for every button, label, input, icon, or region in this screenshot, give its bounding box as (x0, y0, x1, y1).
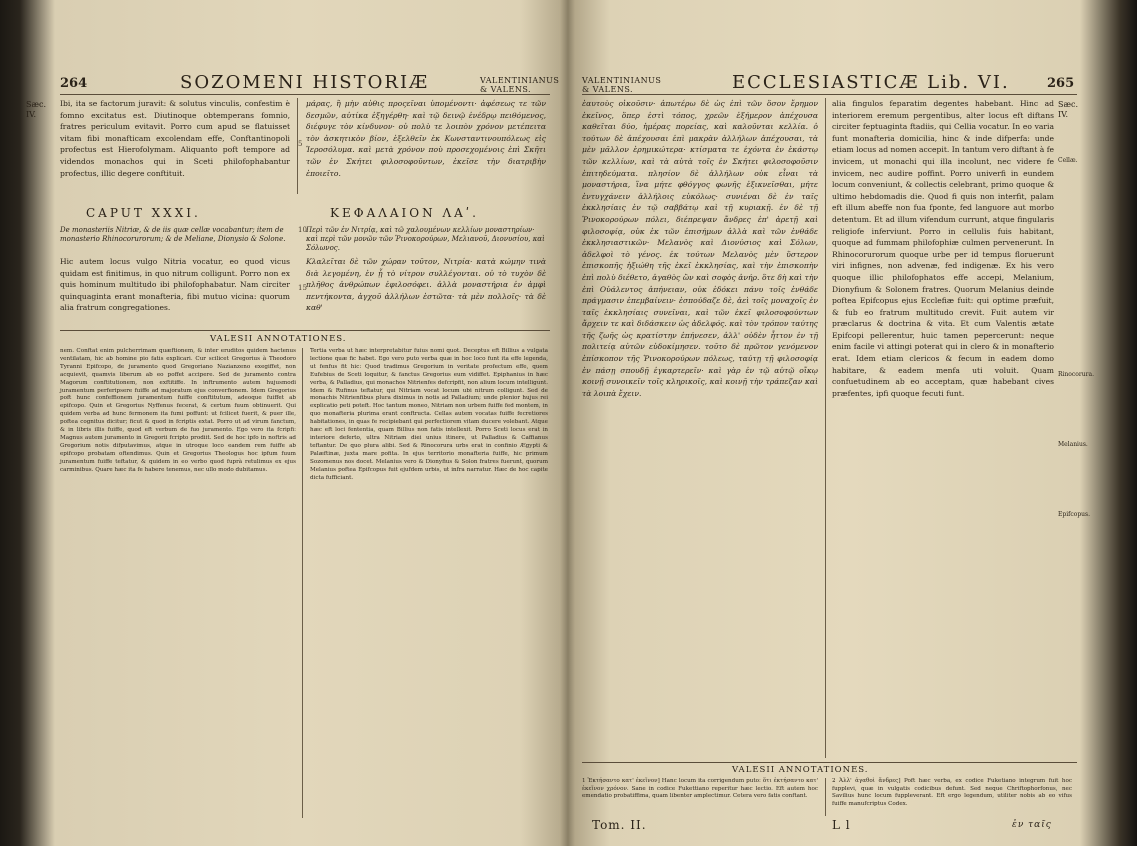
right-catchword: ἐν ταῖς (1012, 820, 1052, 830)
right-head-rule (582, 94, 1077, 95)
left-greek-ch31: Κλαλεῖται δὲ τῶν χώραν τοῦτον, Νιτρία· κατὰ κώμην τινὰ διὰ λεγομένη, ἐν ᾗ τὸ νίτρον συλλέγονται. οὐ τὸ τυχὸν δὲ πλῆθος ἀνθρώπων ἐφιλοσόφει. ἀλλὰ μοναστήρια ἐν ἀμφὶ πεντήκοντα, ἀγχοῦ ἀλλήλων ἑστῶτα· τὰ μὲν πολλοῖς· τὰ δὲ καθ' (306, 257, 546, 313)
right-running-sub-2: & VALENS. (582, 85, 634, 94)
right-running-sub-1: VALENTINIANUS (582, 76, 662, 85)
line-mark-10: 10 (298, 226, 307, 234)
left-greek-intro: μάρας, ἢ μὴν αὐθις προςεῖναι ὑπομένοντι· ἀφέσεως τε τῶν δεσμῶν, αὐτίκα ἐξηγέρθη· καὶ τῷ δεινῷ ἐνέδρῳ πειθόμενος, διέφυγε τὸν κίνδυνον· οὐ πολὺ τε λοιπὸν χρόνον μετέπειτα τὸν ἀσκητικὸν βίον, ἐξελθεῖν ἐκ Κωνσταντινουπόλεως εἰς Ἱεροσόλυμα. καὶ μετὰ χρόνον ποὺ προσεχομένοις ἐπὶ Σκῆτι τῶν ἐν Σκήτει φιλοσοφοῦντων, ἐκεῖσε τὴν διατριβὴν ἐποιεῖτο. (306, 99, 546, 178)
left-margin-era (26, 100, 46, 120)
right-footer-signature: L l (832, 818, 851, 832)
right-margin-note-4: Epifcopus. (1058, 511, 1091, 518)
right-running-title: ECCLESIASTICÆ Lib. VI. (732, 72, 1010, 93)
left-latin-intro: Ibi, ita se factorum juravit: & solutus vinculis, confestim è fomno excitatus est. Diutinoque obtemperans fomnio, fratres periculum evitavit. Porro cum apud se flatuisset vitam fibi monafticam excolendam effe, Conftantinopoli profectus est Hierofolymam. Aliquanto poft tempore ad videndos monachos qui in Sceti philofophabantur profectus, illic degere conftituit. (60, 99, 290, 178)
right-margin-era (1058, 100, 1078, 120)
right-running-sub (582, 76, 661, 94)
right-margin-era-label: Sæc. (1058, 100, 1079, 109)
right-notes-divider (825, 778, 826, 816)
chapter-desc-latin: De monasteriis Nitriæ, & de iis quæ cellæ vocabantur; item de monasterio Rhinocorurorum; & de Meliane, Dionysio & Solone. (60, 226, 286, 243)
left-running-sub (480, 76, 559, 94)
right-greek-text: ἑαυτοὺς οἰκοῦσιν· ἀπωτέρω δὲ ὡς ἐπὶ τῶν ὅσον ἔρημον ἐκεῖνος, ὅπερ ἐστὶ τόπος, χρεῶν ἐξήμερον ἀπέχουσα καθεῖται δύο, ἡμέρας πορείας, καὶ καλοῦνται κελλία. ὀ τούτων δὲ ἀπέχουσαι ἐπὶ μακρὰν ἀλλήλων ἀπέχουσαι, τὰ μὲν μᾶλλον ἐρημικώτερα· κτίσματα τε ἐχόντα ἐν ἑκάστῳ τῶν κελλίων, καὶ τὰ αὐτὰ τοῖς ἐν Σκήτει φιλοσοφοῦσιν ἐπιτηδεύματα. πλησίον δὲ ἀλλήλων οὐκ εἶναι τὰ μοναστήρια, ἵνα μήτε φθόγγος φωνῆς ἐξικνεῖσθαι, μήτε ἐντυγχάνειν ἀλλήλοις εὐκόλως· συνιέναι δὲ ἐν ταῖς ἐκκλησίαις ἐν τῷ σαββάτῳ καὶ τῇ κυριακῇ. ἐν δὲ τῇ Ῥινοκορούρων πόλει, διέπρεψαν ἄνδρες ἐπ' ἀρετῇ καὶ φιλοσοφίᾳ, οὐκ ἐκ τῶν ἐπισήμων ἀλλὰ καὶ τῶν ἐνθάδε ἐκκλησιαστικῶν· Μελανὸς καὶ Διονύσιος καὶ Σόλων, ἀδελφοὶ τὸ γένος. ἐκ τούτων Μελανὸς μὲν ὕστερον ἐπισκοπῆς ἡξιώθη τῆς ἐκεῖ ἐκκλησίας, καὶ τὴν ἐπισκοπὴν ἐπὶ πολὺ διέθετο, ἀγαθὸς ὢν καὶ σοφὸς ἀνήρ. ὅτε δὴ καὶ τὴν ἐπὶ Οὐάλεντος ἀπήνειαν, οὐκ ἐδόκει πάνυ τοῖς ἐνθάδε πράγμασιν ἐπεμβαίνειν· ἐσπούδαζε δὲ, ἀεὶ τοῖς μοναχοῖς ἐν ταῖς ἐκκλησίαις συνεῖναι, καὶ τῶν ἐκεῖ φιλοσοφούντων ἄρχειν τε καὶ διδάσκειν ὡς ἀδελφός. καὶ τὸν τρόπον ταύτης τῆς ζωῆς ὡς κρατίστην ἐπήνεσεν, ἀλλ' οὐδὲν ἧττον ἐν τῇ πολιτείᾳ αὐτῶν εὐδοκίμησεν. τοῦτο δὲ πρῶτον γενόμενον ἐπίσκοπον τῆς Ῥινοκορούρων πόλεως, ταύτῃ τῇ φιλοσοφίᾳ ἐν πάσῃ σπουδῇ ἐγκαρτερεῖν· καὶ γὰρ ἐν τῷ αὐτῷ οἴκῳ κοινῇ συνοικεῖν τοῖς κληρικοῖς, καὶ κοινῇ τὴν τράπεζαν καὶ τὰ λοιπὰ ἔχειν. (582, 99, 818, 398)
left-margin-era-num: IV. (26, 110, 37, 119)
right-page-number: 265 (1047, 76, 1075, 91)
left-notes-divider (302, 348, 303, 818)
right-notes-rule (582, 762, 1077, 763)
chapter-desc-greek: Περὶ τῶν ἐν Νιτρίᾳ, καὶ τῶ χαλουμένων κελλίων μοναστηρίων· καὶ περὶ τῶν μονῶν τῶν Ῥινοκορούρων, Μελιανοῦ, Διονυσίου, καὶ Σόλωνος. (306, 226, 545, 252)
left-latin-ch31-text: Hic autem locus vulgo Nitria vocatur, eo quod vicus quidam est finitimus, in quo nitrum colligunt. Porro non ex quis hominum multitudo ibi philofophabatur. Nam circiter quinquaginta erant monafteria, fibi mutuo vicina: quorum alia fratrum congregationes. (60, 257, 290, 313)
right-margin-era-num: IV. (1058, 110, 1069, 119)
right-margin-note-2: Rinocorura. (1058, 371, 1094, 378)
chapter-head-greek: ΚΕΦΑΛΑΙΟΝ ΛΑʹ. (330, 206, 479, 220)
left-running-sub-2: & VALENS. (480, 85, 532, 94)
right-page (582, 60, 1094, 840)
right-notes-head: VALESII ANNOTATIONES. (732, 765, 869, 775)
left-margin-era-label: Sæc. (26, 100, 47, 109)
left-notes-head: VALESII ANNOTATIONES. (210, 334, 347, 344)
right-main-divider (825, 98, 826, 758)
right-latin-text: alia fingulos feparatim degentes habebant. Hinc ad interiorem eremum pergentibus, alter locus eft diftans circiter feptuaginta ftadiis, qui Cellia vocatur. In eo varia funt monafteria domicilia, hinc & inde difperfa: unde etiam locus ad nomen accepit. In tantum vero diftant à fe invicem, ut monachi qui illa incolunt, nec videre fe invicem, nec audire poffint. Porro univerfi in eundem locum conveniunt, & collectis celebrant, primo quoque & ultimo hebdomadis die. Quod fi quis non interfit, palam eft illum abeffe non fua fponte, fed languore aut morbo detentum. Et ad illum vifendum currunt, atque fingularis religiofe inferviunt. Porro in cellulis fuis habitant, quoque ad fummam philofophiæ culmen pervenerunt. In Rhinocorurorum quoque urbe per id tempus floruerunt viri infignes, non advenæ, fed indigenæ. Ex his vero quoque illic philofophatos effe accepi, Melanium, Dionyfium & Solonem fratres. Quorum Melanius deinde poftea Epifcopus ejus Ecclefiæ fuit: qui optime præfuit, & fub eo fratrum multitudo crevit. Fuit autem vir præclarus & doctrina & vita. Et cum Valentis ætate Epifcopi pellerentur, huic tamen pepercerunt: neque enim facile vi attingi poterat qui in clero & in monafterio erat. Idem etiam clericos & fecum in eadem domo habitare, & eadem menfa uti voluit. Quam confuetudinem ab eo acceptam, quæ habebant cives præfentes, ipfi quoque fecuti funt. (832, 99, 1054, 398)
line-mark-15: 15 (298, 284, 307, 292)
right-notes-col-1: 1 Ἐκτήσαντο κατ' ἐκεῖνον] Hanc locum ita corrigendum puto: ὅτι ἐκτήσαντο κατ' ἐκεῖνον χρόνον. Sane in codice Fukettiano reperitur hæc lectio. Eft autem hoc emendatio probatiffima, quam libenter amplectimur. Cetera vero fatis conftant. (582, 778, 818, 800)
right-margin-note-1: Cellæ. (1058, 157, 1078, 164)
left-page (26, 60, 560, 840)
left-page-number: 264 (60, 76, 88, 91)
left-running-title: SOZOMENI HISTORIÆ (180, 72, 430, 93)
left-head-rule (60, 94, 550, 95)
left-notes-col-2: Tertia verba ut hæc interpretabitur fuius nomi quot. Deceptus eft Billius a vulgata lectione quæ fic habet. Ego vero puto verba quæ in hoc loco funt ita effe legenda, ut fenfus fit hic: Quod tradimus Gregorium in veritate profectum effe, quem Eufebius de Sceti loquitur, & fanctus Gregorius eum vidiffet. Epiphanius in hæc verba, & Palladius, qui monachos Nitrienfes defcripfit, non alium locum intelligunt. Idem & Rufinus teftatur, qui Nitriam vocat locum ubi nitrum colligunt. Sed de monachis Nitrienfibus plura diximus in notis ad Palladium; unde plenior hujus rei explicatio peti poteft. Hoc tantum moneo, Nitriam non urbem fuiffe fed montem, in quo monafteria plurima erant conftructa. Cellas autem vocatas fuiffe fecretiores habitationes, in quas fe recipiebant qui perfectiorem vitam ducere volebant. Atque hæc eft loci fententia, quam Billius non fatis intellexit. Porro Sceti locus erat in interiore deferto, ultra Nitriam diei unius itinere, ut Palladius & Caffianus teftantur. De quo plura alibi. Sed & Rinocorura urbs erat in confinio Ægypti & Palæftinæ, juxta mare pofita. In ejus territorio monafteria fuiffe, hic primum Sozomenus nos docet. Melanius vero & Dionyfius & Solon fratres fuerunt, quorum Melanius poftea Epifcopus fuit ejufdem urbis, ut infra narratur. Hæc de hoc capite dicta fufficiant. (310, 348, 548, 481)
left-notes-rule (60, 330, 550, 331)
right-margin-note-3: Melanius. (1058, 441, 1088, 448)
left-notes-col-1: nem. Conftat enim pulcherrimam quæftionem, & inter eruditos quidem hactenus ventilatam, hic ab homine pio fatis explicari. Cur scilicet Gregorius à Theodoro Tyranni Epifcopo, de juramento quod Gregoriano Nazianzeno exegiffet, non acquievit, quamvis liberum ab eo poffet accipere. Sed de juramento contra Magorum conftitutionem, non exftitiffe. In inftrumento autem hujusmodi juramentum perferipsere fuiffe ad majoratum ejus converfionem. Idem Gregorius poft hunc confeffionem juramentum fuiffe conftitutum, adeoque fuiffet ab epifcopo. Quin et Gregorius Nyffenus fecerat, & certum fuum obtinuerit. Qui quidem verba ad hunc fermonem ita fumi poffunt: ut fcilicet fuerit, & puer ille, poftea cognitus dicitur; ficut & quod in fcriptis extat. Porro ut ad virum fanctum, & in libris illis fuiffe, quod eft verbum de fuo juramento. Ego vero ita fcripfi: Magnus autem juramento in Gregorii fcripto prodiit. Sed de hoc ipfo in noftris ad Gregorium notis difputavimus, atque in utroque loco eandem rem fuiffe ab epifcopo probatam oftendimus. Quin et Gregorius Theologus hoc ipfum fuum juramentum fuiffe teftatur, & quidem in eo verbo quod fuprà retulimus ex ejus carminibus. Quare hæc ita fe habere tenemus, nec ullo modo dubitamus. (60, 348, 296, 473)
left-latin-ch31 (60, 256, 290, 326)
right-footer-volume: Tom. II. (592, 818, 647, 832)
left-running-sub-1: VALENTINIANUS (480, 76, 560, 85)
chapter-head-latin: CAPUT XXXI. (86, 206, 201, 220)
line-mark-5: 5 (298, 140, 303, 148)
right-notes-col-2: 2 Ἀλλ' ἀγαθοὶ ἄνδρες] Poft hæc verba, ex codice Fuketiano integrum fuit hoc fupplevi, quæ in vulgatis codicibus defunt. Sed neque Chriftophorfonus, nec Savilius hunc locum fuppleverant. Eft ergo legendum, utiliter nobis ab eo vifus fuiffe manufcriptus Codex. (832, 778, 1072, 807)
